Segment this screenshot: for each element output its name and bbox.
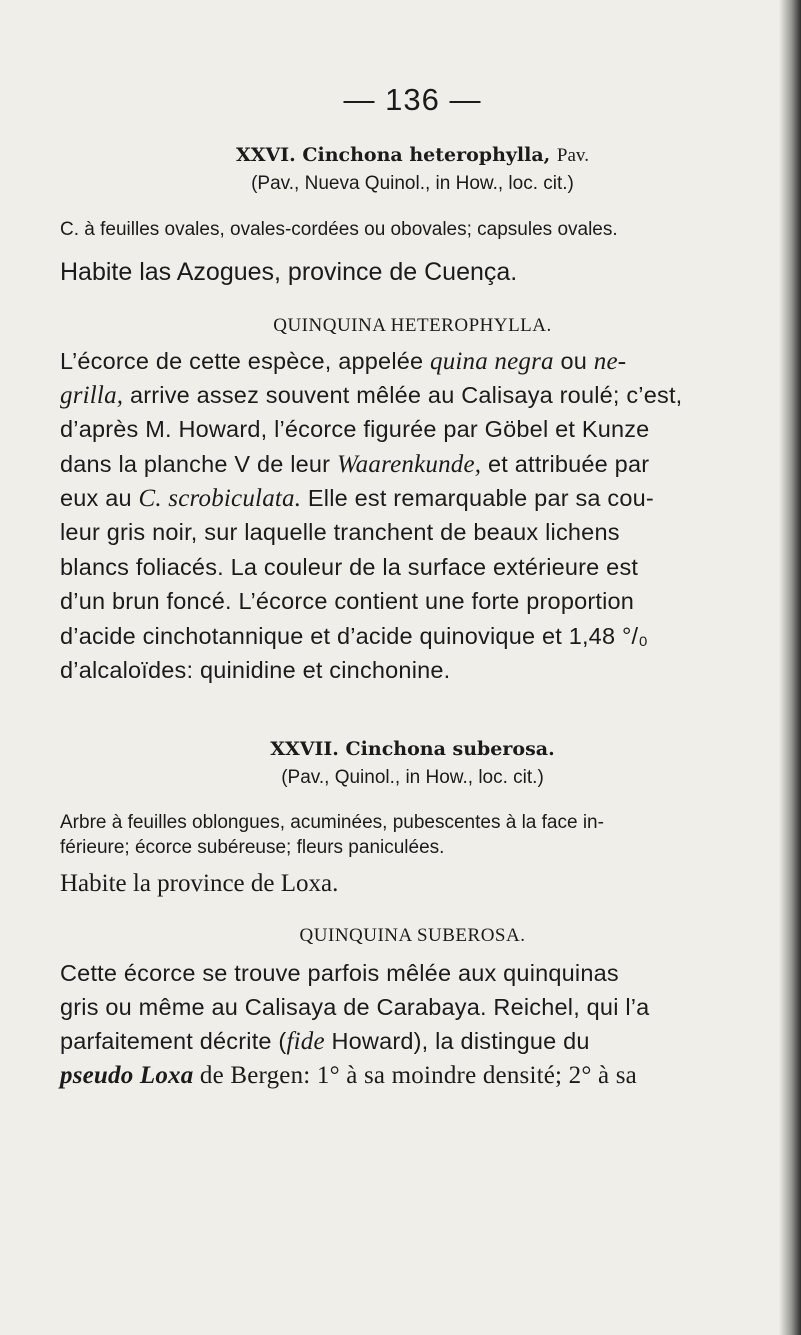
- entry-subheading: QUINQUINA SUBEROSA.: [299, 925, 526, 946]
- paragraph-line: parfaitement décrite (fide Howard), la distingue du: [60, 1028, 590, 1055]
- page-edge-shadow: [779, 0, 801, 1335]
- paragraph-line: pseudo Loxa de Bergen: 1° à sa moindre densité; 2° à sa: [60, 1062, 637, 1089]
- paragraph-line: eux au C. scrobiculata. Elle est remarquable par sa cou-: [60, 485, 654, 512]
- paragraph-line: dans la planche V de leur Waarenkunde, et attribuée par: [60, 451, 650, 478]
- paragraph-line: d’acide cinchotannique et d’acide quinovique et 1,48 °/₀: [60, 623, 649, 649]
- paragraph-line: L’écorce de cette espèce, appelée quina negra ou ne-: [60, 348, 627, 375]
- entry-subheading: QUINQUINA HETEROPHYLLA.: [273, 315, 552, 336]
- entry-title-xxvii: [60, 738, 765, 760]
- species-name: Cinchona suberosa.: [345, 738, 555, 760]
- paragraph-line: d’après M. Howard, l’écorce figurée par Göbel et Kunze: [60, 416, 650, 442]
- paragraph-line: d’un brun foncé. L’écorce contient une forte proportion: [60, 588, 635, 614]
- species-author: Pav.: [556, 145, 589, 166]
- entry-description: C. à feuilles ovales, ovales-cordées ou obovales; capsules ovales.: [60, 219, 618, 240]
- paragraph-line: d’alcaloïdes: quinidine et cinchonine.: [60, 657, 451, 683]
- paragraph-line: Cette écorce se trouve parfois mêlée aux quinquinas: [60, 960, 619, 986]
- paragraph-line: grilla, arrive assez souvent mêlée au Calisaya roulé; c’est,: [60, 382, 683, 409]
- entry-title-xxvi: [60, 144, 765, 167]
- entry-reference: (Pav., Nueva Quinol., in How., loc. cit.): [251, 173, 574, 194]
- paragraph-line: leur gris noir, sur laquelle tranchent de beaux lichens: [60, 519, 620, 545]
- paragraph-line: blancs foliacés. La couleur de la surface extérieure est: [60, 554, 639, 580]
- page-number: — 136 —: [343, 82, 482, 117]
- entry-habitat: Habite la province de Loxa.: [60, 870, 339, 897]
- entry-description-line: Arbre à feuilles oblongues, acuminées, pubescentes à la face in-: [60, 812, 604, 833]
- species-name: Cinchona heterophylla,: [302, 144, 551, 166]
- paragraph-line: gris ou même au Calisaya de Carabaya. Reichel, qui l’a: [60, 994, 650, 1020]
- entry-numeral: XXVII.: [270, 738, 339, 760]
- entry-numeral: XXVI.: [236, 144, 296, 166]
- entry-description-line: férieure; écorce subéreuse; fleurs paniculées.: [60, 837, 445, 858]
- entry-habitat: Habite las Azogues, province de Cuença.: [60, 258, 518, 286]
- entry-reference: (Pav., Quinol., in How., loc. cit.): [281, 767, 544, 788]
